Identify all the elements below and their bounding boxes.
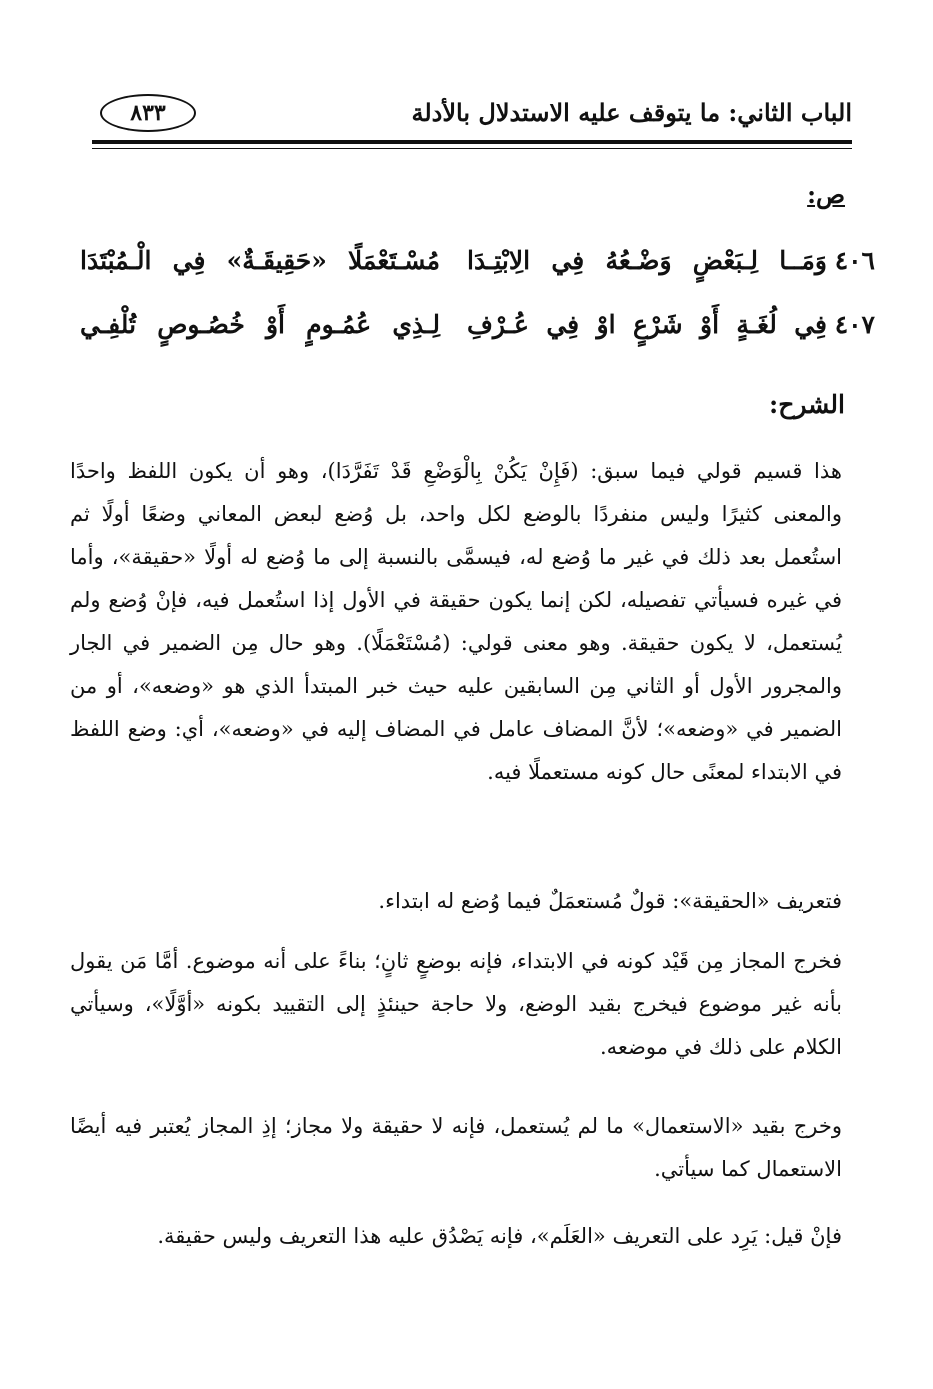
paragraph-text: فخرج المجاز مِن قَيْد كونه في الابتداء، فإنه بوضعٍ ثانٍ؛ بناءً على أنه موضوع. أمَّا مَن يقول بأنه غير موضوع فيخرج بقيد الوضع، ولا حاجة حينئذٍ إلى التقييد بكونه «أوَّلًا»، وسيأتي الكلام على ذلك في موضعه. <box>70 949 842 1059</box>
paragraph-text: وخرج بقيد «الاستعمال» ما لم يُستعمل، فإنه لا حقيقة ولا مجاز؛ إذِ المجاز يُعتبر فيه أيضًا الاستعمال كما سيأتي. <box>70 1114 842 1181</box>
verse-second-hemistich: لِـذِي عُمُـومٍ أَوْ خُصُـوصٍ تُلْفِـي <box>80 310 440 339</box>
verse-number: ٤٠٧ <box>834 310 875 339</box>
running-title: الباب الثاني: ما يتوقف عليه الاستدلال بالأدلة <box>411 98 852 127</box>
commentary-label: الشرح: <box>768 390 845 419</box>
paragraph-text: فتعريف «الحقيقة»: قولٌ مُستعمَلٌ فيما وُضع له ابتداء. <box>378 889 842 913</box>
verse-number: ٤٠٦ <box>834 246 875 275</box>
header-rule-thick <box>92 140 852 144</box>
paragraph-1 <box>70 450 870 794</box>
verse-first-hemistich: فِي لُغَـةٍ أَوْ شَرْعٍ اوْ فِي عُـرْفِ <box>467 310 827 339</box>
section-label-text: ص: <box>807 180 845 209</box>
verse-406 <box>80 246 875 290</box>
page-header <box>92 90 852 140</box>
paragraph-5 <box>70 1215 870 1258</box>
paragraph-text: فإنْ قيل: يَرِد على التعريف «العَلَم»، فإنه يَصْدُق عليه هذا التعريف وليس حقيقة. <box>157 1224 842 1248</box>
header-rule-thin <box>92 148 852 149</box>
paragraph-text: هذا قسيم قولي فيما سبق: (فَإِنْ يَكُنْ بِالْوَضْعِ قَدْ تَفَرَّدَا)، وهو أن يكون اللفظ واحدًا والمعنى كثيرًا وليس منفردًا بالوضع لكل واحد، بل وُضع لبعض المعاني وضعًا أولًا ثم استُعمل بعد ذلك في غير ما وُضع له، فيسمَّى بالنسبة إلى ما وُضع له أولًا «حقيقة»، وأما في غيره فسيأتي تفصيله، لكن إنما يكون حقيقة في الأول إذا استُعمل فيه، فإنْ وُضع ولم يُستعمل، لا يكون حقيقة. وهو معنى قولي: (مُسْتَعْمَلًا). وهو حال مِن الضمير في الجار والمجرور الأول أو الثاني مِن السابقين عليه حيث خبر المبتدأ الذي هو «وضعه»، أو من الضمير في «وضعه»؛ لأنَّ المضاف عامل في المضاف إليه في «وضعه»، أي: وضع اللفظ في الابتداء لمعنًى حال كونه مستعملًا فيه. <box>70 459 842 784</box>
paragraph-3 <box>70 940 870 1069</box>
page-number: ٨٣٣ <box>100 94 196 132</box>
verse-first-hemistich: وَمَــا لِـبَعْضٍ وَضْـعُهُ فِي الِابْتِـدَا <box>467 246 827 275</box>
paragraph-4 <box>70 1105 870 1191</box>
verse-407 <box>80 310 875 354</box>
paragraph-2 <box>70 880 870 923</box>
verse-second-hemistich: مُسْـتَعْمَلًا «حَقِيقَـةٌ» فِي الْـمُبْتَدَا <box>80 246 440 275</box>
